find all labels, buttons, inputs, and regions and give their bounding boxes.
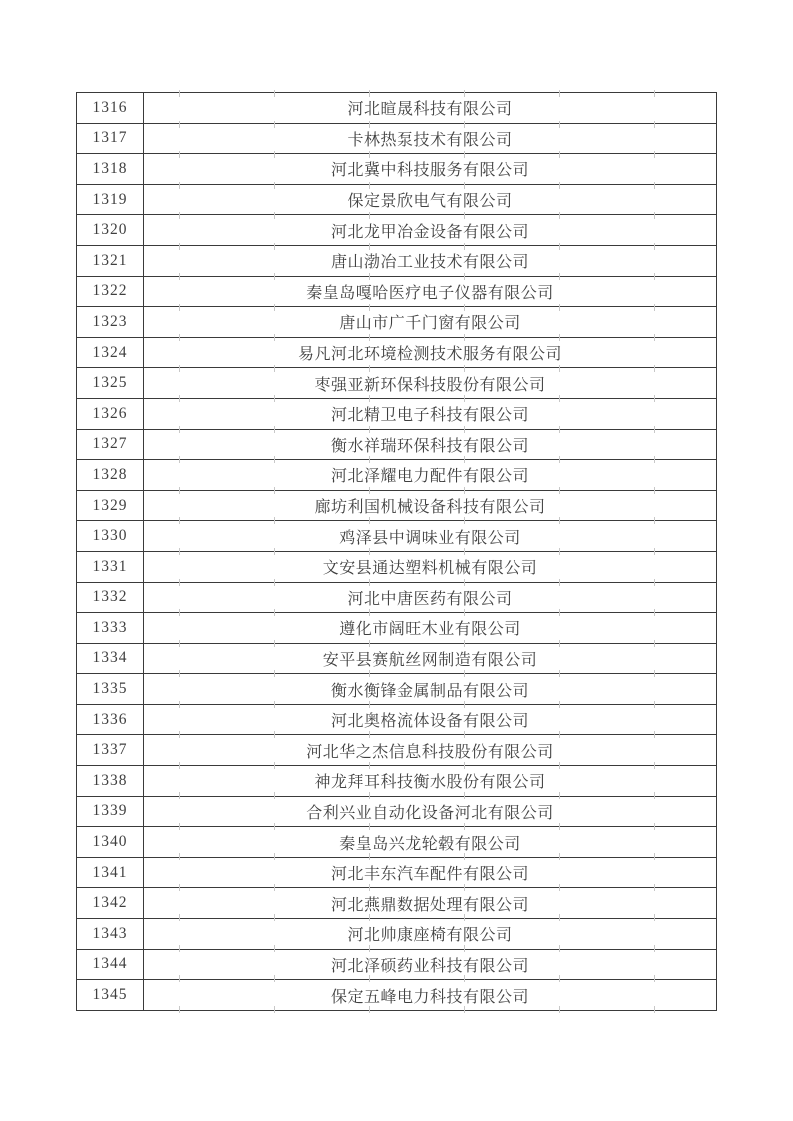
table-row [77, 552, 716, 583]
row-index: 1319 [77, 185, 144, 215]
table-row [77, 980, 716, 1010]
table-row [77, 521, 716, 552]
row-index: 1344 [77, 950, 144, 980]
table-row [77, 307, 716, 338]
row-index: 1338 [77, 766, 144, 796]
row-index: 1332 [77, 583, 144, 613]
company-name: 鸡泽县中调味业有限公司 [339, 529, 521, 547]
row-index: 1341 [77, 858, 144, 888]
row-index: 1342 [77, 888, 144, 918]
row-index: 1335 [77, 674, 144, 704]
table-row [77, 399, 716, 430]
table-row [77, 583, 716, 614]
company-name: 枣强亚新环保科技股份有限公司 [314, 376, 546, 394]
company-name: 秦皇岛嘎哈医疗电子仪器有限公司 [306, 284, 554, 302]
row-index: 1329 [77, 491, 144, 521]
company-name: 衡水祥瑞环保科技有限公司 [330, 437, 529, 455]
table-row [77, 950, 716, 981]
row-index: 1345 [77, 980, 144, 1010]
company-name: 唐山市广千门窗有限公司 [339, 315, 521, 333]
company-name: 保定景欣电气有限公司 [347, 193, 513, 211]
company-name: 河北龙甲冶金设备有限公司 [330, 223, 529, 241]
company-name: 卡林热泵技术有限公司 [347, 131, 513, 149]
table-row [77, 674, 716, 705]
row-index: 1324 [77, 338, 144, 368]
company-name: 唐山渤冶工业技术有限公司 [330, 254, 529, 272]
company-name: 神龙拜耳科技衡水股份有限公司 [314, 774, 546, 792]
company-name: 保定五峰电力科技有限公司 [330, 988, 529, 1006]
row-index: 1320 [77, 215, 144, 245]
table-row [77, 644, 716, 675]
table-row [77, 368, 716, 399]
table-row [77, 460, 716, 491]
row-index: 1331 [77, 552, 144, 582]
table-row [77, 154, 716, 185]
company-name: 河北奥格流体设备有限公司 [330, 713, 529, 731]
row-index: 1336 [77, 705, 144, 735]
row-index: 1333 [77, 613, 144, 643]
table-row [77, 705, 716, 736]
company-name: 河北帅康座椅有限公司 [347, 927, 513, 945]
company-name: 遵化市阔旺木业有限公司 [339, 621, 521, 639]
table-row [77, 185, 716, 216]
table-row [77, 338, 716, 369]
row-index: 1330 [77, 521, 144, 551]
company-name: 安平县赛航丝网制造有限公司 [322, 651, 538, 669]
company-name: 河北精卫电子科技有限公司 [330, 407, 529, 425]
row-index: 1318 [77, 154, 144, 184]
table-row [77, 766, 716, 797]
table-row [77, 215, 716, 246]
table-row [77, 919, 716, 950]
company-name: 合利兴业自动化设备河北有限公司 [306, 804, 554, 822]
row-index: 1343 [77, 919, 144, 949]
company-name: 河北中唐医药有限公司 [347, 590, 513, 608]
row-index: 1340 [77, 827, 144, 857]
company-name: 河北冀中科技服务有限公司 [330, 162, 529, 180]
table-row [77, 613, 716, 644]
table-row [77, 888, 716, 919]
table-row [77, 491, 716, 522]
company-name: 秦皇岛兴龙轮毂有限公司 [339, 835, 521, 853]
company-name: 文安县通达塑料机械有限公司 [322, 560, 538, 578]
row-index: 1317 [77, 124, 144, 154]
table-row [77, 246, 716, 277]
company-table-rows [77, 93, 716, 1010]
table-row [77, 430, 716, 461]
company-name: 河北泽硕药业科技有限公司 [330, 957, 529, 975]
company-name: 河北燕鼎数据处理有限公司 [330, 896, 529, 914]
row-index: 1316 [77, 93, 144, 123]
row-index: 1334 [77, 644, 144, 674]
table-row [77, 858, 716, 889]
row-index: 1337 [77, 735, 144, 765]
row-index: 1321 [77, 246, 144, 276]
row-index: 1327 [77, 430, 144, 460]
company-name: 河北暄晟科技有限公司 [347, 101, 513, 119]
row-index: 1326 [77, 399, 144, 429]
row-index: 1323 [77, 307, 144, 337]
company-name: 易凡河北环境检测技术服务有限公司 [297, 346, 562, 364]
table-row [77, 124, 716, 155]
company-name: 廊坊利国机械设备科技有限公司 [314, 499, 546, 517]
company-table [76, 92, 717, 1011]
table-row [77, 827, 716, 858]
table-row [77, 797, 716, 828]
row-index: 1322 [77, 277, 144, 307]
row-index: 1328 [77, 460, 144, 490]
row-index: 1339 [77, 797, 144, 827]
company-name: 河北泽耀电力配件有限公司 [330, 468, 529, 486]
table-row [77, 735, 716, 766]
table-row [77, 93, 716, 124]
table-row [77, 277, 716, 308]
company-name: 河北华之杰信息科技股份有限公司 [306, 743, 554, 761]
company-name: 河北丰东汽车配件有限公司 [330, 866, 529, 884]
company-name: 衡水衡锋金属制品有限公司 [330, 682, 529, 700]
row-index: 1325 [77, 368, 144, 398]
